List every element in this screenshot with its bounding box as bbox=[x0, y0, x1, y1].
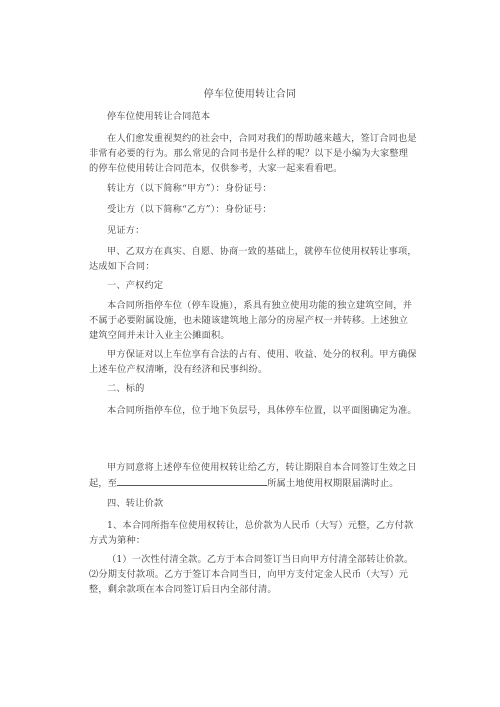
section-4-paragraph-1: 1、本合同所指车位使用权转让，总价款为人民币（大写）元整，乙方付款方式为第种： bbox=[89, 520, 414, 546]
blank-underline bbox=[117, 475, 267, 486]
section-4-paragraph-2: （1）一次性付清全款。乙方于本合同签订当日向甲方付清全部转让价款。⑵分期支付款项。乙方于签订本合同当日，向甲方支付定金人民币（大写）元整，剩余款项在本合同签订后日内全部付清。 bbox=[89, 554, 414, 595]
section-2-heading: 二、标的 bbox=[107, 383, 145, 394]
document-title: 停车位使用转让合同 bbox=[203, 89, 297, 100]
section-1-paragraph-2: 甲方保证对以上车位享有合法的占有、使用、收益、处分的权利。甲方确保上述车位产权清晰，没有经济和民事纠纷。 bbox=[89, 349, 417, 375]
preamble-paragraph: 甲、乙双方在真实、自愿、协商一致的基础上，就停车位使用权转让事项，达成如下合同： bbox=[89, 246, 417, 272]
section-1-paragraph-1: 本合同所指停车位（停车设施），系具有独立使用功能的独立建筑空间，并不属于必要附属设施，也未随该建筑地上部分的房屋产权一并转移。上述独立建筑空间并未计入业主公摊面积。 bbox=[89, 300, 413, 341]
intro-paragraph: 在人们愈发重视契约的社会中，合同对我们的帮助越来越大，签订合同也是非常有必要的行为。那么常见的合同书是什么样的呢？以下是小编为大家整理的停车位使用转让合同范本，仅供参考，大家一起来看看吧。 bbox=[89, 133, 417, 174]
section-3-paragraph-1 bbox=[89, 460, 417, 491]
section-4-heading: 四、转让价款 bbox=[107, 498, 164, 509]
section-3-text-before: 甲方同意将上述停车位使用权转让给乙方，转让期限自本合同签订生效之日起，至 bbox=[89, 462, 417, 489]
party-a-line: 转让方（以下简称“甲方”）：身份证号： bbox=[107, 183, 272, 194]
section-2-paragraph-1: 本合同所指停车位，位于地下负层号，具体停车位置，以平面图确定为准。 bbox=[107, 405, 417, 416]
document-subtitle: 停车位使用转让合同范本 bbox=[107, 111, 211, 122]
section-3-text-after: 所属土地使用权期限届满时止。 bbox=[267, 478, 399, 489]
party-b-line: 受让方（以下简称“乙方”）：身份证号： bbox=[107, 204, 272, 215]
section-1-heading: 一、产权约定 bbox=[107, 280, 164, 291]
witness-line: 见证方： bbox=[107, 225, 145, 236]
